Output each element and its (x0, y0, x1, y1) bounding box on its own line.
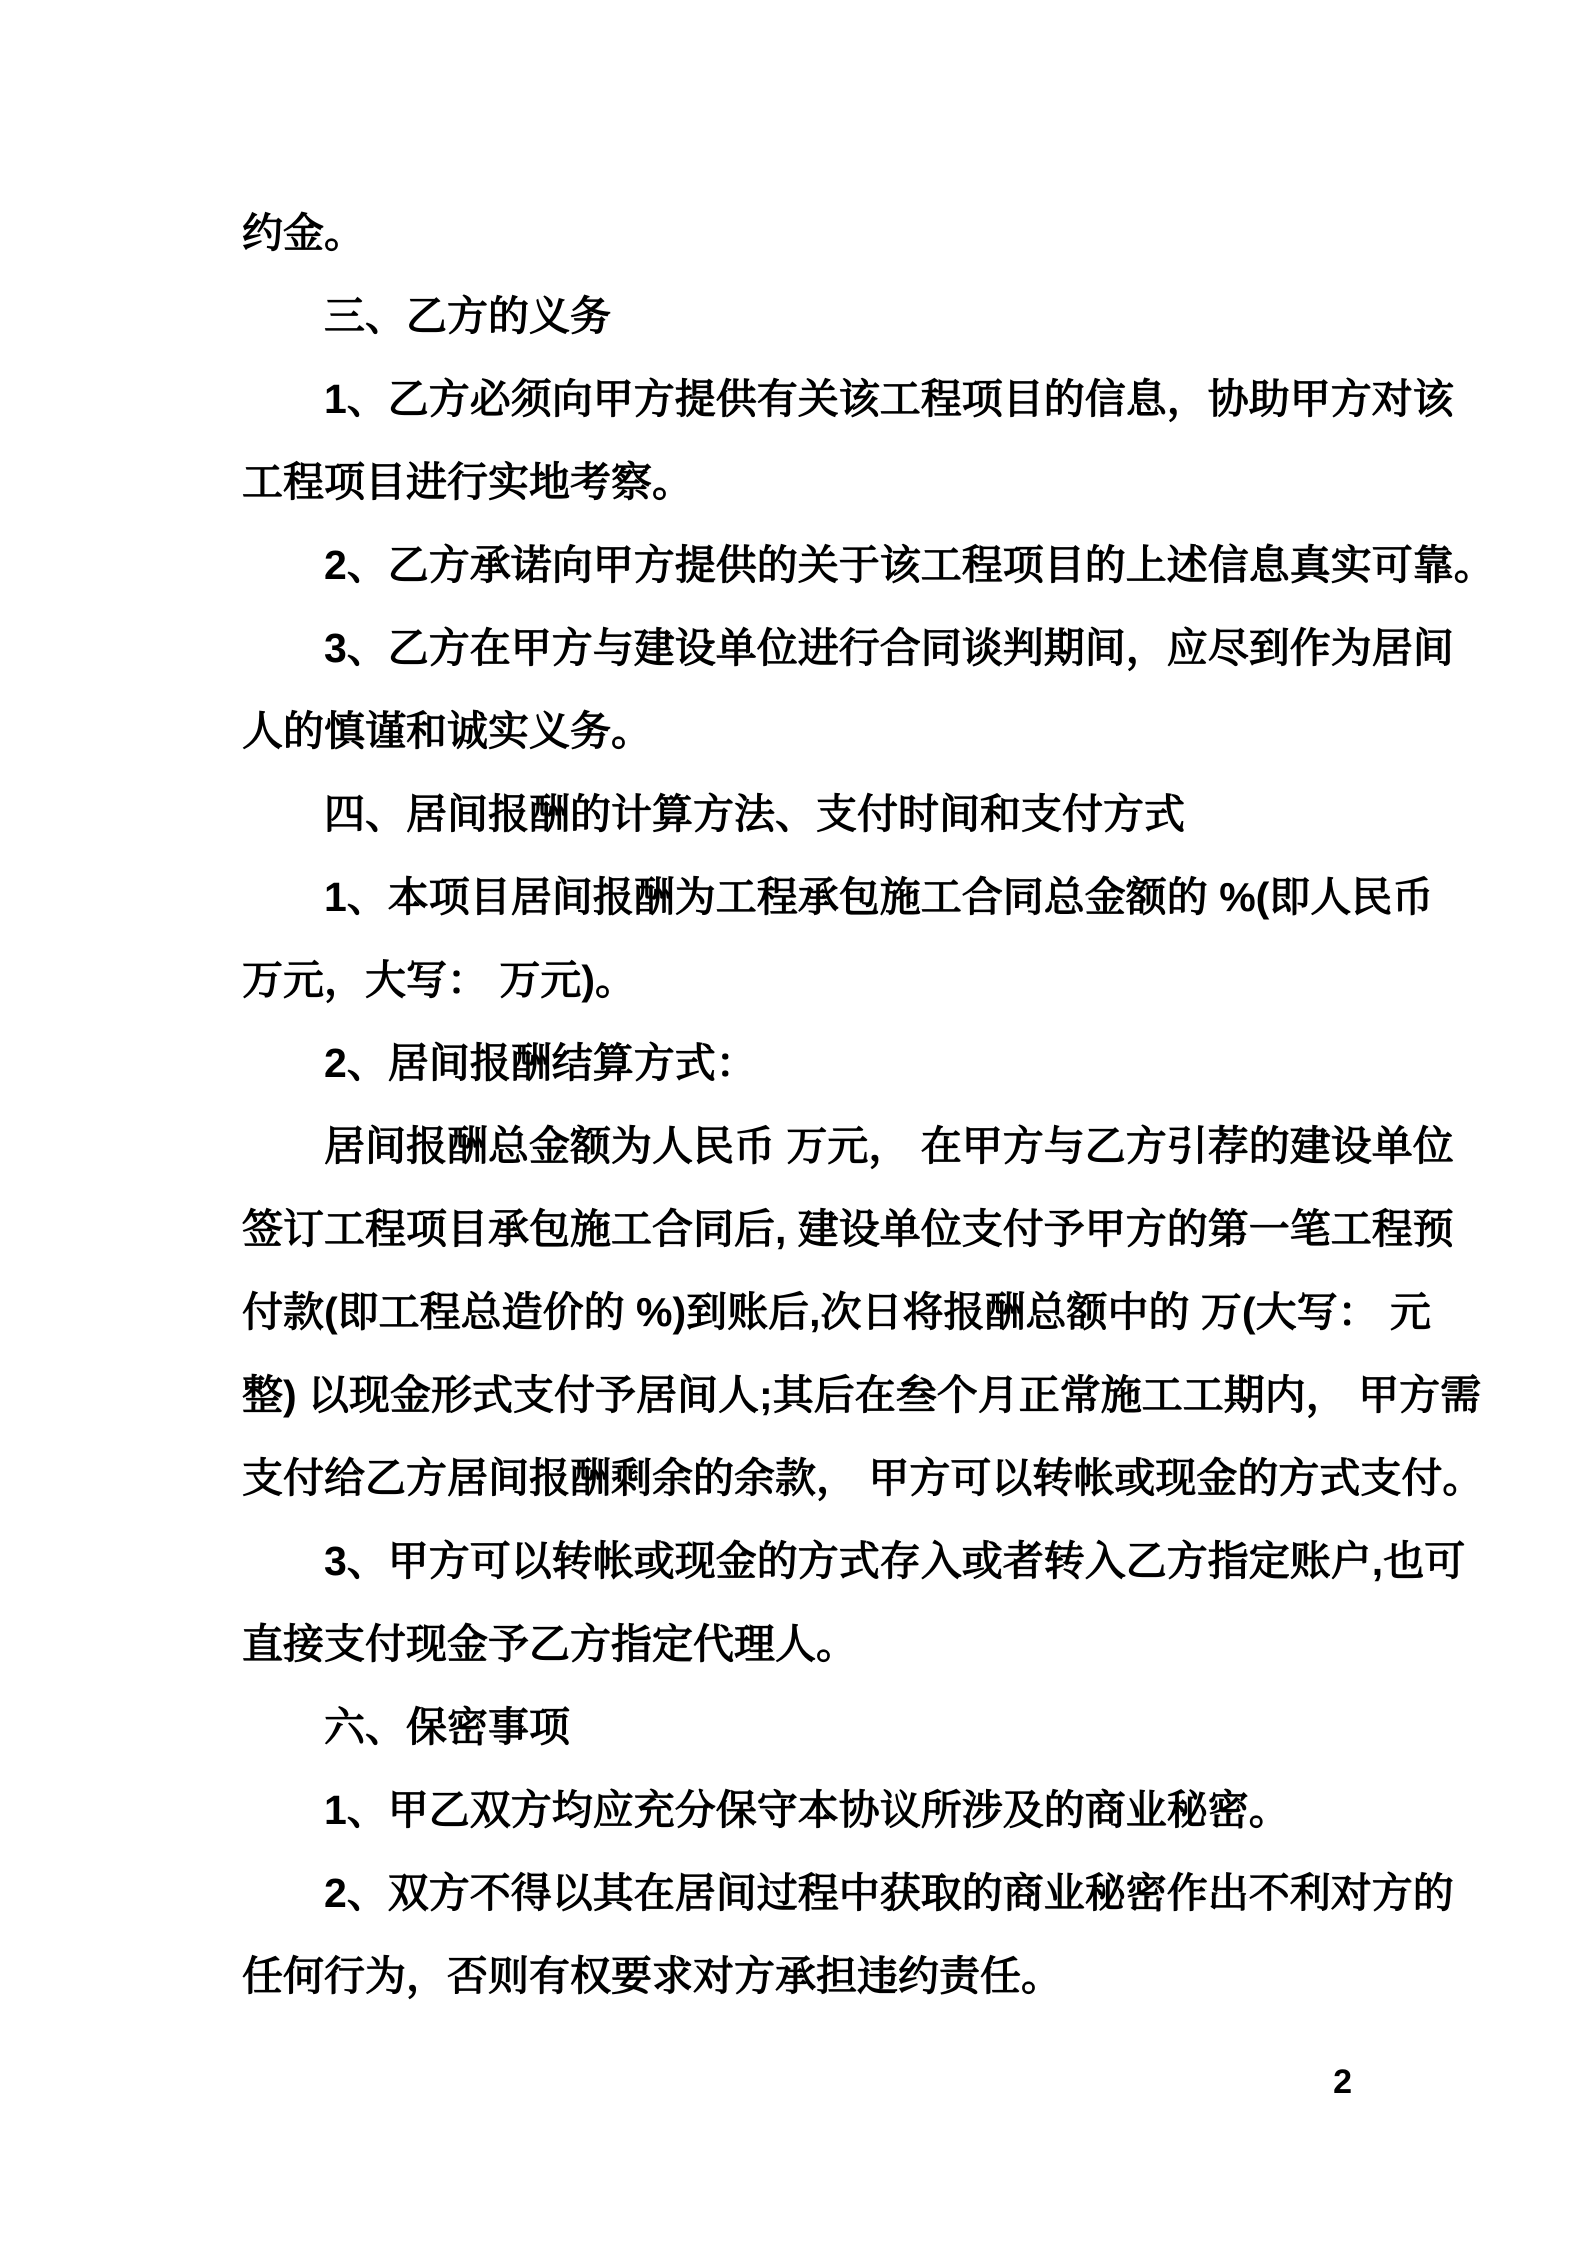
text-line: 付款(即工程总造价的 %)到账后,次日将报酬总额中的 万(大写： 元 (242, 1289, 1431, 1335)
text-line: 3、甲方可以转帐或现金的方式存入或者转入乙方指定账户,也可 (324, 1538, 1466, 1584)
text-line: 1、本项目居间报酬为工程承包施工合同总金额的 %(即人民币 (324, 874, 1434, 920)
text-line: 约金。 (242, 210, 365, 256)
text-line: 人的慎谨和诚实义务。 (242, 708, 652, 754)
text-line: 2、居间报酬结算方式： (324, 1040, 757, 1086)
text-line: 居间报酬总金额为人民币 万元， 在甲方与乙方引荐的建设单位 (324, 1123, 1454, 1169)
text-line: 签订工程项目承包施工合同后, 建设单位支付予甲方的第一笔工程预 (242, 1206, 1454, 1252)
text-line: 六、保密事项 (324, 1704, 570, 1750)
text-line: 整) 以现金形式支付予居间人;其后在叁个月正常施工工期内， 甲方需 (242, 1372, 1482, 1418)
text-line: 1、甲乙双方均应充分保守本协议所涉及的商业秘密。 (324, 1787, 1290, 1833)
text-line: 任何行为，否则有权要求对方承担违约责任。 (242, 1953, 1062, 1999)
text-line: 工程项目进行实地考察。 (242, 459, 693, 505)
text-line: 2、双方不得以其在居间过程中获取的商业秘密作出不利对方的 (324, 1870, 1454, 1916)
text-line: 3、乙方在甲方与建设单位进行合同谈判期间，应尽到作为居间 (324, 625, 1454, 671)
page-number: 2 (1333, 2063, 1352, 2101)
document-body (242, 192, 1495, 2018)
text-line: 四、居间报酬的计算方法、支付时间和支付方式 (324, 791, 1185, 837)
text-line: 直接支付现金予乙方指定代理人。 (242, 1621, 857, 1667)
text-line: 支付给乙方居间报酬剩余的余款， 甲方可以转帐或现金的方式支付。 (242, 1455, 1484, 1501)
text-line: 万元，大写： 万元)。 (242, 957, 637, 1003)
text-line: 三、乙方的义务 (324, 293, 611, 339)
text-line: 2、乙方承诺向甲方提供的关于该工程项目的上述信息真实可靠。 (324, 542, 1495, 588)
text-line: 1、乙方必须向甲方提供有关该工程项目的信息，协助甲方对该 (324, 376, 1454, 422)
